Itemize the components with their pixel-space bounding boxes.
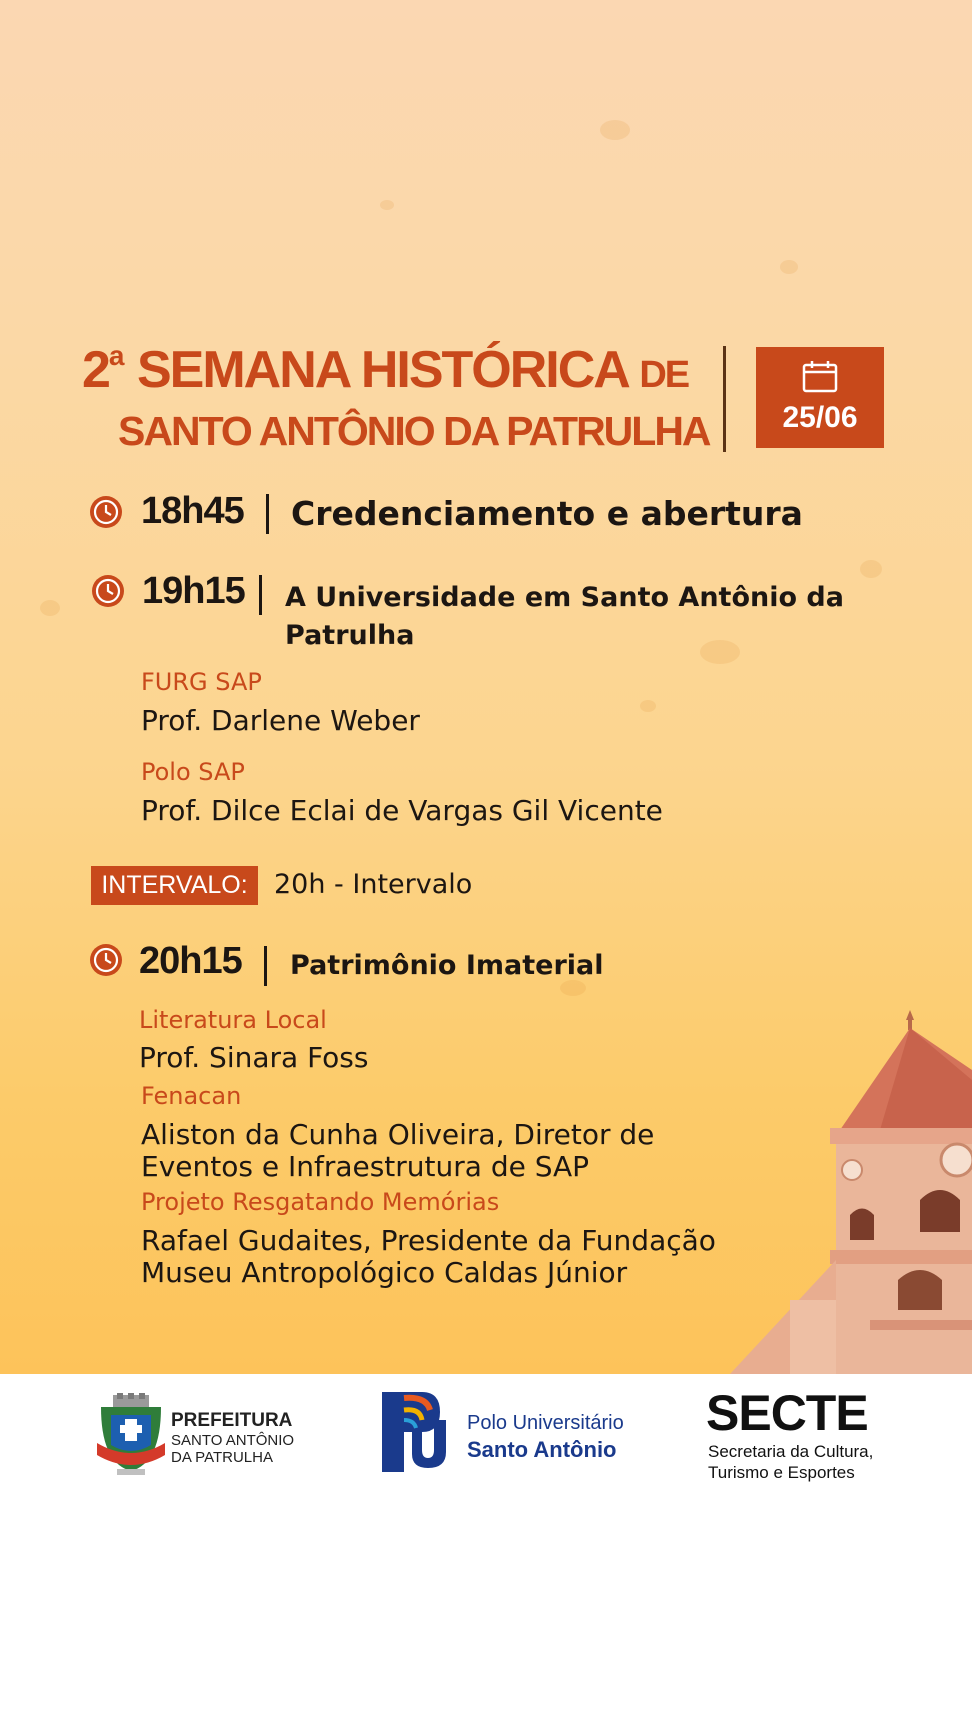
- prefeitura-city-2: DA PATRULHA: [171, 1449, 273, 1466]
- calendar-icon: [801, 359, 839, 393]
- polo-name-2: Santo Antônio: [467, 1437, 617, 1462]
- secte-acronym: SECTE: [706, 1385, 868, 1441]
- event-date: 25/06: [782, 401, 858, 434]
- schedule-title-2: A Universidade em Santo Antônio da Patrulha: [285, 582, 844, 651]
- speaker-name: Prof. Darlene Weber: [141, 704, 420, 737]
- polo-name-1: Polo Universitário: [467, 1412, 624, 1434]
- time-divider: [264, 946, 267, 986]
- event-title-place: SANTO ANTÔNIO DA PATRULHA: [118, 408, 710, 454]
- schedule-time-3: 20h15: [139, 940, 242, 982]
- title-main: SEMANA HISTÓRICA: [136, 341, 627, 399]
- title-ordinal: 2: [82, 341, 109, 399]
- prefeitura-city-1: SANTO ANTÔNIO: [171, 1432, 295, 1449]
- schedule-time-2: 19h15: [142, 570, 245, 612]
- clock-icon: [89, 943, 123, 977]
- prefeitura-crest-icon: [95, 1393, 167, 1477]
- intervalo-badge: INTERVALO:: [91, 866, 258, 905]
- event-title-line-1: [82, 340, 688, 400]
- speaker-name: Prof. Dilce Eclai de Vargas Gil Vicente: [141, 794, 663, 827]
- secte-line-2: Turismo e Esportes: [708, 1463, 855, 1482]
- sponsor-footer: [0, 1374, 972, 1728]
- title-connector: DE: [639, 354, 689, 396]
- title-divider: [723, 346, 726, 452]
- prefeitura-name: PREFEITURA: [171, 1410, 293, 1431]
- clock-icon: [91, 574, 125, 608]
- polo-logo-icon: [382, 1392, 452, 1472]
- time-divider: [266, 494, 269, 534]
- speaker-org: Polo SAP: [141, 758, 245, 786]
- speaker-org: FURG SAP: [141, 668, 262, 696]
- speaker-org: Literatura Local: [139, 1006, 327, 1034]
- speaker-name: Aliston da Cunha Oliveira, Diretor de Eventos e Infraestrutura de SAP: [141, 1118, 655, 1183]
- speaker-name: Prof. Sinara Foss: [139, 1041, 369, 1074]
- speaker-name: Rafael Gudaites, Presidente da Fundação Museu Antropológico Caldas Júnior: [141, 1224, 716, 1289]
- secte-line-1: Secretaria da Cultura,: [708, 1442, 874, 1461]
- schedule-title-1: Credenciamento e abertura: [291, 494, 803, 533]
- church-illustration: [730, 1010, 972, 1374]
- schedule-time-1: 18h45: [141, 490, 244, 532]
- speaker-org: Projeto Resgatando Memórias: [141, 1188, 500, 1216]
- title-ordinal-suffix: a: [108, 340, 125, 371]
- time-divider: [259, 575, 262, 615]
- speaker-org: Fenacan: [141, 1082, 242, 1110]
- clock-icon: [89, 495, 123, 529]
- date-badge: [756, 347, 884, 448]
- schedule-title-3: Patrimônio Imaterial: [290, 950, 604, 981]
- intervalo-text: 20h - Intervalo: [274, 869, 473, 900]
